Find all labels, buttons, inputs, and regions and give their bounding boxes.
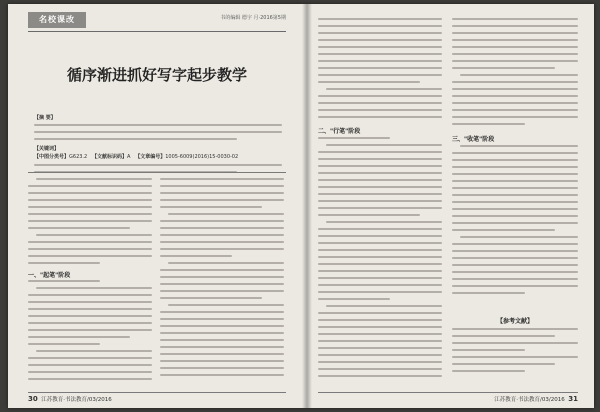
classification-row <box>34 153 282 161</box>
footer-rule <box>318 392 578 393</box>
page-footer <box>494 395 578 403</box>
page-number: 31 <box>568 395 578 403</box>
page-gutter <box>302 4 312 408</box>
section-heading-3: 三、"收笔"阶段 <box>452 136 495 143</box>
footer-rule <box>28 392 286 393</box>
page-header: 书的编辑 德宇 月·2016第5期 <box>220 15 286 21</box>
meta-rule <box>28 172 286 173</box>
magazine-spread <box>8 4 594 408</box>
body-text <box>160 178 284 381</box>
right-page <box>312 4 594 408</box>
keywords-row <box>34 145 282 153</box>
right-column-2 <box>452 16 578 388</box>
body-text <box>28 178 152 269</box>
footer-journal: 江苏教育·书法教育/03/2016 <box>41 397 112 403</box>
page-number: 30 <box>28 395 38 403</box>
body-text <box>452 145 578 299</box>
body-text <box>28 280 152 385</box>
section-heading-1: 一、"起笔"阶段 <box>28 272 71 279</box>
references-title: 【参考文献】 <box>496 318 533 325</box>
article-title: 循序渐进抓好写字起步教学 <box>66 66 247 84</box>
left-column-2 <box>160 176 284 386</box>
section-heading-2: 二、"行笔"阶段 <box>318 128 361 135</box>
right-column-1 <box>318 16 442 388</box>
keywords-label: 【关键词】 <box>34 146 60 152</box>
abstract-label: 【摘 要】 <box>34 115 56 121</box>
abstract-text <box>34 124 282 140</box>
body-text <box>452 18 578 130</box>
article-meta <box>34 114 282 178</box>
footer-journal: 江苏教育·书法教育/03/2016 <box>494 397 565 403</box>
body-text <box>318 137 442 382</box>
left-page <box>8 4 302 408</box>
body-text <box>318 18 442 123</box>
left-column-1 <box>28 176 152 386</box>
references-list <box>452 328 578 377</box>
clc-label: 【中图分类号】 <box>34 154 70 160</box>
doc-code-label: 【文献标识码】 <box>92 154 128 160</box>
article-id-value: 1005-6009(2016)15-0030-02 <box>165 154 239 160</box>
page-footer <box>28 395 112 403</box>
article-id-label: 【文章编号】 <box>135 154 166 160</box>
section-tab: 名校课改 <box>28 12 86 28</box>
doc-code-value: A <box>127 154 131 160</box>
header-rule <box>28 31 286 32</box>
abstract-row <box>34 114 282 122</box>
clc-value: G623.2 <box>69 154 88 160</box>
